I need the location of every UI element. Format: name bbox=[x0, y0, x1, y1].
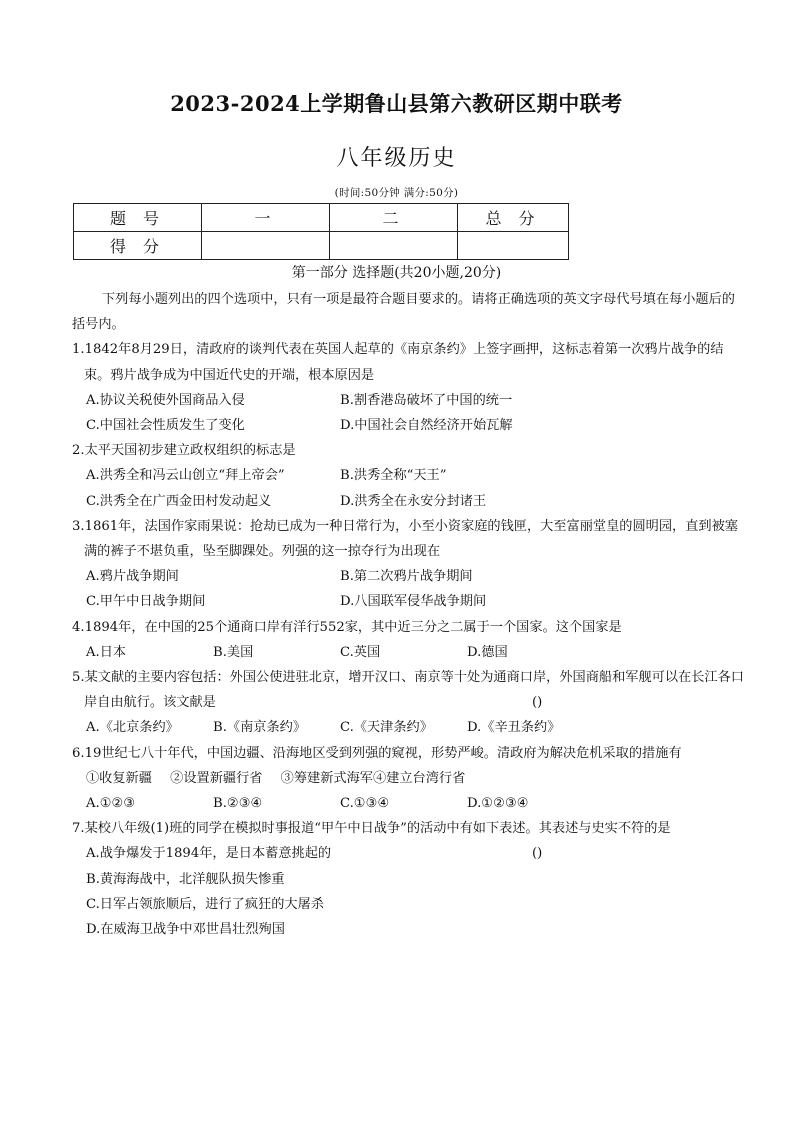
score-table-cell: 二 bbox=[330, 204, 458, 232]
question-list bbox=[72, 287, 744, 942]
option-b[interactable]: B.黄海海战中，北洋舰队损失惨重 bbox=[86, 871, 285, 887]
option-a[interactable]: A.战争爆发于1894年，是日本蓄意挑起的 bbox=[86, 846, 332, 862]
option-c[interactable]: C.①③④ bbox=[340, 796, 390, 812]
question-5 bbox=[72, 665, 744, 741]
question-stem: 2.太平天国初步建立政权组织的标志是 bbox=[72, 443, 296, 459]
question-1 bbox=[72, 337, 744, 438]
option-c[interactable]: C.甲午中日战争期间 bbox=[86, 594, 206, 610]
option-b[interactable]: B.《南京条约》 bbox=[213, 720, 307, 736]
score-entry-cell[interactable] bbox=[202, 232, 330, 260]
question-7 bbox=[72, 816, 744, 942]
option-c[interactable]: C.英国 bbox=[340, 644, 381, 660]
question-stem: 5.某文献的主要内容包括：外国公使进驻北京，增开汉口、南京等十处为通商口岸，外国商船和军舰可以在长江各口岸自由航行。该文献是 () bbox=[72, 670, 744, 711]
option-a[interactable]: A.①②③ bbox=[86, 796, 136, 812]
statement-list bbox=[72, 766, 744, 791]
option-d[interactable]: D.①②③④ bbox=[467, 796, 529, 812]
score-table bbox=[73, 203, 569, 260]
score-table-cell: 题 号 bbox=[74, 204, 202, 232]
statement-item: ①收复新疆 bbox=[86, 770, 152, 786]
option-b[interactable]: B.美国 bbox=[213, 644, 254, 660]
option-a[interactable]: A.洪秀全和冯云山创立“拜上帝会” bbox=[86, 468, 285, 484]
statement-item: ②设置新疆行省 bbox=[170, 770, 263, 786]
question-stem: 7.某校八年级(1)班的同学在模拟时事报道“甲午中日战争”的活动中有如下表述。其表述与史实不符的是 () bbox=[72, 821, 671, 862]
question-stem: 1.1842年8月29日，清政府的谈判代表在英国人起草的《南京条约》上签字画押，这标志着第一次鸦片战争的结束。鸦片战争成为中国近代史的开端，根本原因是 bbox=[72, 342, 724, 383]
score-table-cell: 一 bbox=[202, 204, 330, 232]
option-b[interactable]: B.割香港岛破坏了中国的统一 bbox=[340, 392, 513, 408]
option-b[interactable]: B.洪秀全称“天王” bbox=[340, 468, 447, 484]
score-table-cell: 得 分 bbox=[74, 232, 202, 260]
option-d[interactable]: D.中国社会自然经济开始瓦解 bbox=[340, 418, 513, 434]
question-6 bbox=[72, 741, 744, 817]
score-table-score-row bbox=[74, 232, 569, 260]
question-2 bbox=[72, 438, 744, 514]
score-entry-cell[interactable] bbox=[330, 232, 458, 260]
option-c[interactable]: C.日军占领旅顺后，进行了疯狂的大屠杀 bbox=[86, 896, 324, 912]
question-4 bbox=[72, 615, 744, 665]
statement-item: ③筹建新式海军④建立台湾行省 bbox=[280, 770, 466, 786]
time-info: (时间:50分钟 满分:50分) bbox=[334, 187, 459, 199]
option-c[interactable]: C.中国社会性质发生了变化 bbox=[86, 418, 245, 434]
score-table-header-row bbox=[74, 204, 569, 232]
question-stem: 6.19世纪七八十年代，中国边疆、沿海地区受到列强的窥视，形势严峻。清政府为解决危机采取的措施有 bbox=[72, 745, 682, 761]
option-b[interactable]: B.②③④ bbox=[213, 796, 263, 812]
part-heading: 第一部分 选择题(共20小题,20分) bbox=[291, 265, 502, 281]
option-d[interactable]: D.《辛丑条约》 bbox=[467, 720, 561, 736]
option-d[interactable]: D.八国联军侵华战争期间 bbox=[340, 594, 487, 610]
option-a[interactable]: A.《北京条约》 bbox=[86, 720, 179, 736]
option-c[interactable]: C.《天津条约》 bbox=[340, 720, 433, 736]
question-stem: 3.1861年，法国作家雨果说：抢劫已成为一种日常行为，小至小资家庭的钱匣，大至富丽堂皇的圆明园，直到被塞满的裤子不堪负重，坠至脚踝处。列强的这一掠夺行为出现在 bbox=[72, 518, 738, 560]
option-d[interactable]: D.德国 bbox=[467, 644, 508, 660]
question-stem-text: 5.某文献的主要内容包括：外国公使进驻北京，增开汉口、南京等十处为通商口岸，外国商船和军舰可以在长江各口岸自由航行。该文献是 bbox=[72, 670, 744, 711]
question-stem: 4.1894年，在中国的25个通商口岸有洋行552家，其中近三分之二属于一个国家。这个国家是 bbox=[72, 619, 622, 635]
instructions: 下列每小题列出的四个选项中，只有一项是最符合题目要求的。请将正确选项的英文字母代号填在每小题后的括号内。 bbox=[72, 292, 735, 333]
question-stem-text: 7.某校八年级(1)班的同学在模拟时事报道“甲午中日战争”的活动中有如下表述。其表述与史实不符的是 bbox=[72, 821, 671, 837]
exam-subtitle: 八年级历史 bbox=[336, 146, 457, 171]
option-b[interactable]: B.第二次鸦片战争期间 bbox=[340, 569, 473, 585]
option-d[interactable]: D.在威海卫战争中邓世昌壮烈殉国 bbox=[86, 922, 285, 938]
score-table-cell: 总 分 bbox=[458, 204, 569, 232]
option-a[interactable]: A.协议关税使外国商品入侵 bbox=[86, 392, 245, 408]
score-entry-cell[interactable] bbox=[458, 232, 569, 260]
option-a[interactable]: A.日本 bbox=[86, 644, 127, 660]
exam-title: 2023-2024上学期鲁山县第六教研区期中联考 bbox=[170, 91, 623, 116]
option-a[interactable]: A.鸦片战争期间 bbox=[86, 569, 179, 585]
option-c[interactable]: C.洪秀全在广西金田村发动起义 bbox=[86, 493, 272, 509]
question-3 bbox=[72, 514, 744, 615]
option-d[interactable]: D.洪秀全在永安分封诸王 bbox=[340, 493, 487, 509]
